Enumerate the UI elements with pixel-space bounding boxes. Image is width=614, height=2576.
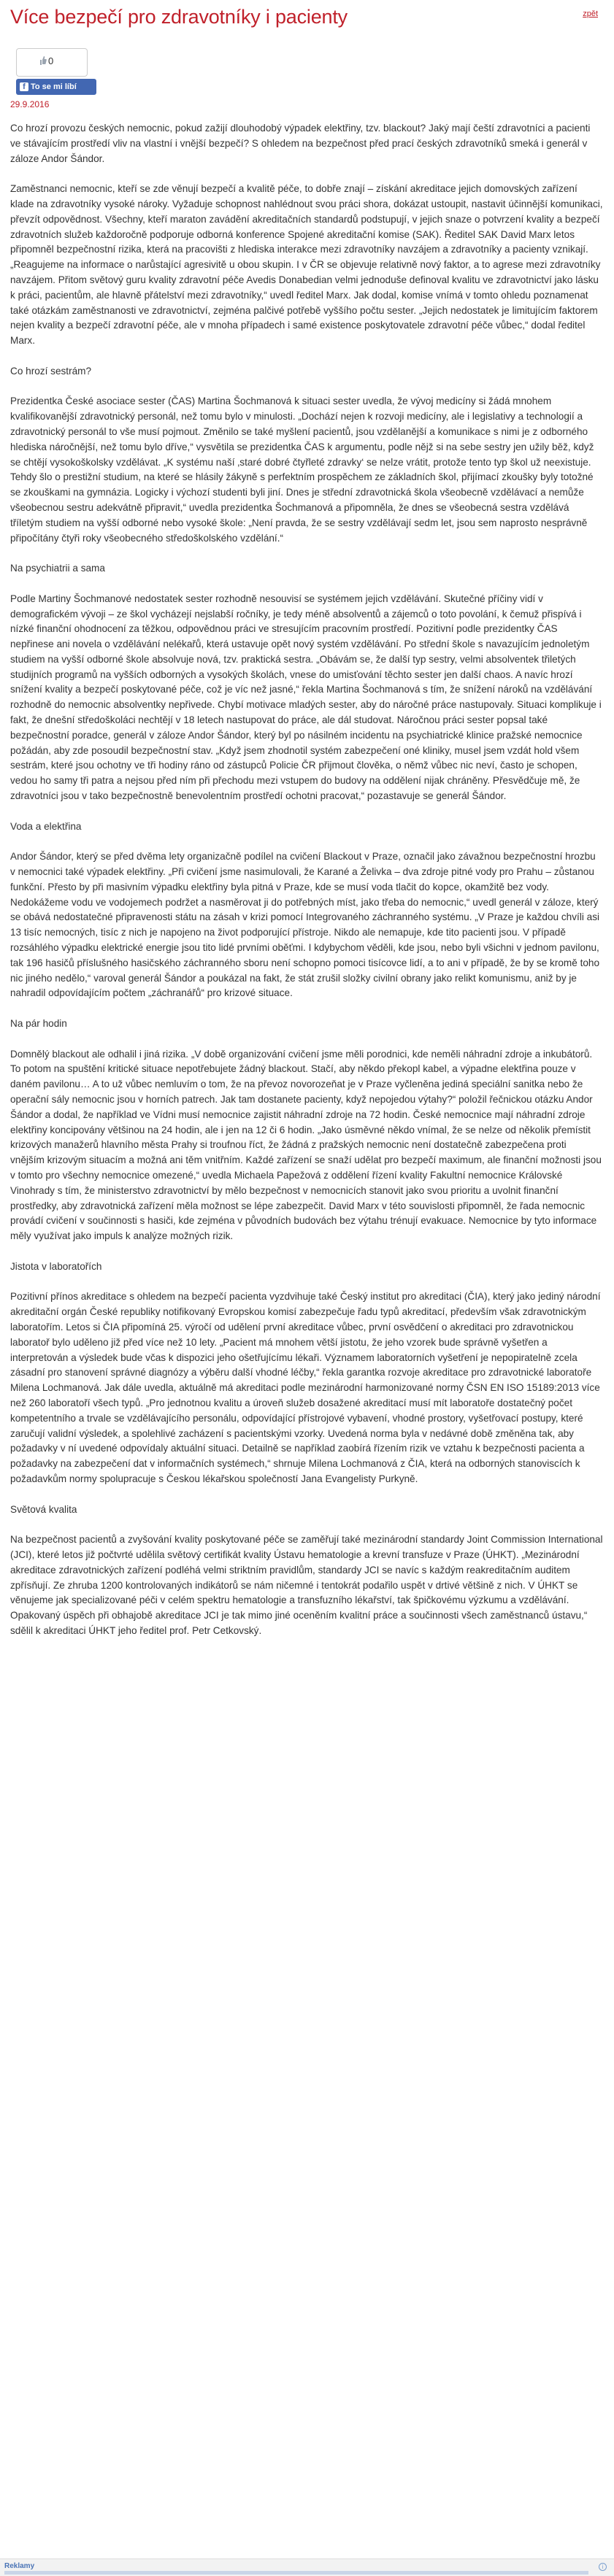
like-count: 0 [48,55,54,66]
article-body [10,111,603,1639]
section-heading: Na psychiatrii a sama [10,563,105,574]
info-icon[interactable]: i [599,2563,607,2571]
article-paragraph: Prezidentka České asociace sester (ČAS) Martina Šochmanová k situaci sester uvedla, že vývoj medicíny si žádá mnohem kvalifikovanější zdravotnický personál, než tomu bylo v minulosti. „Dochází nejen k rozvoji medicíny, ale i legislativy a technologií a zdravotnický personál to vše musí pojmout. Změnilo se také myšlení pacientů, jsou vzdělanější a komunikace s nimi je z odborného hlediska náročnější, než tomu bylo dříve,“ vysvětila se prezidentka ČAS k argumentu, podle nějž si na sebe sestry jen užily běž, když se chtějí vysokoškolsky vzdělávat. „K systému naší ‚staré dobré čtyřleté zdravky‘ se nelze vrátit, protože tento typ škol už neexistuje. Tehdy šlo o prestižní studium, na které se hlásily žákyně s perfektním prospěchem ze základních škol, přijímací zkoušky byly totožné se zkouškami na gymnázia. Logicky i výchozí studenti byli jiní. Dnes je střední zdravotnická škola všeobecně vzdělávací a nemůže všeobecnou sestru adekvátně připravit,“ uvedla prezidentka Šochmanová a připomněla, že dnes se všeobecná sestra vzdělává tříletým studiem na vyšší odborné nebo vysoké škole: „Není pravda, že se sestry vzdělávají sedm let, jsou sem naprosto nesprávně připočítány čtyři roky všeobecného středoškolského vzdělání.“ [10,396,594,544]
article-paragraph: Zaměstnanci nemocnic, kteří se zde věnují bezpečí a kvalitě péče, to dobře znají – získání akreditace jejich domovských zařízení klade na zdravotníky vysoké nároky. Vyžaduje schopnost nahlédnout svou práci shora, dokázat ustoupit, nastavit účinnější komunikaci, převzít odpovědnost. Všechny, kteří maraton zavádění akreditačních standardů podstupují, v jejich snaze o potvrzení kvality a bezpečí zdravotních služeb každoročně podporuje odborná konference Spojené akreditační komise (SAK). Ředitel SAK David Marx letos připomněl bezpečnostní rizika, která na pracovišti z hlediska interakce mezi zdravotníky navzájem a zdravotníky a pacienty vznikají. „Reagujeme na informace o narůstající agresivitě u obou skupin. I v ČR se objevuje relativně nový faktor, a to agrese mezi zdravotníky navzájem. Přitom světový guru kvality zdravotní péče Avedis Donabedian velmi jednoduše definoval kvalitu ve zdravotnictví jako lásku k práci, pacientům, ale hlavně přátelství mezi zdravotníky,“ uvedl ředitel Marx. Jak dodal, komise vnímá v tomto ohledu poznamenat také otázkám zaměstnanosti ve zdravotnictví, zejména palčivé potřebě vyššího počtu sester. „Jejich nedostatek je limitujícím faktorem nejen kvality a bezpečí zdravotní péče, ale v mnoha případech i samé existence poskytovatele zdravotní péče vůbec,“ dodal ředitel Marx. [10,183,603,347]
article-paragraph: Co hrozí provozu českých nemocnic, pokud zažijí dlouhodobý výpadek elektřiny, tzv. blackout? Jaký mají čeští zdravotníci a pacienti ve stávajícím prostředí vliv na vlastní i vnější bezpečí? S ohledem na bezpečnost před prací českých zdravotníků smeká i generál v záloze Andor Šándor. [10,123,591,164]
article-meta [10,79,604,111]
like-counter [10,48,604,79]
thumbs-up-icon [39,56,47,65]
article-paragraph: Domnělý blackout ale odhalil i jiná rizika. „V době organizování cvičení jsme měli porodnici, kde neměli náhradní zdroje a inkubátorů. To potom na spuštění kritické situace nepotřebujete žádný blackout. Stačí, aby někdo překopl kabel, a výpadne elektřina pouze v daném pavilonu… A to už vůbec nemluvím o tom, že na převoz novorozeňat je v Praze vyčleněna jediná speciální sanitka nebo že operační sály nemocnic jsou v horních patrech. Jak tam dostanete pacienty, když nepojedou výtahy?“ položil řečnickou otázku Andor Šándor a dodal, že například ve Vídni musí nemocnice zajistit náhradní zdroje na 72 hodin. České nemocnice mají náhradní zdroje elektřiny koncipovány většinou na 24 hodin, ale i jen na 12 či 6 hodin. „Jako úsměvné někdo vnímal, že se nelze od několik přemístit krizových manažerů hlavního města Prahy si troufnou říct, že žádná z pražských nemocnic není dostatečně zabezpečena proti vnějším krizovým situacím a možná ani těm vnitřním. Každé zařízení se snaží udělat pro bezpečí maximum, ale finanční možnosti jsou v tomto pro všechny nemocnice omezené,“ uvedla Michaela Papežová z oddělení řízení kvality Fakultní nemocnice Královské Vinohrady s tím, že ministerstvo zdravotnictví by mělo bezpečnost v nemocnicích stanovit jako svou prioritu a uvolnit finanční prostředky, aby zdravotnická zařízení měla možnost se lépe zabezpečit. David Marx v této souvislosti připomněl, že řada nemocnic provádí cvičení v součinnosti s hasiči, kde zejména v původních budovách bez výtahu trénují evakuace. Nemocnice by tyto informace měly využívat jako impuls k analýze možných rizik. [10,1048,602,1242]
article-date: 29.9.2016 [10,99,50,109]
section-heading: Na pár hodin [10,1018,67,1030]
article-paragraph: Andor Šándor, který se před dvěma lety organizačně podílel na cvičení Blackout v Praze, označil jako závažnou bezpečnostní hrozbu v nemocnici také výpadek elektřiny. „Při cvičení jsme nasimulovali, že Karané a Želivka – dva zdroje pitné vody pro Prahu – zůstanou funkční. Přesto by při masivním výpadku elektřiny byla pitná v Praze, kde se musí voda tlačit do kopce, okamžitě bez vody. Nedokážeme vodu ve vodojemech podržet a nasměrovat ji do potřebných míst, jako třeba do nemocnic,“ uvedl generál v záloze, který se obává nedostatečné připravenosti státu na zásah v krizi pomocí Integrovaného záchranného systému. „V Praze je každou chvíli asi 13 tisíc nemocných, tisíc z nich je napojeno na život podporující přístroje. Nikdo ale nemapuje, kde tito pacienti jsou. V případě rozsáhlého výpadku elektrické energie jsou tito lidé prvními oběťmi. I kdybychom věděli, kde jsou, nebo byli všichni v jednom pavilonu, tak 196 hasičů příslušného hasičského záchranného sboru není schopno pomoci tisícovce lidí, a to ani v případě, že by se kromě toho nic jiného nedělo,“ varoval generál Šándor a poukázal na fakt, že stát zrušil složky civilní obrany jako relikt komunismu, aniž by je nahradil odpovídajícím počtem „záchranářů“ pro krizové situace. [10,851,600,999]
back-link[interactable]: zpět [583,9,598,18]
article-header [10,0,604,48]
article-paragraph: Na bezpečnost pacientů a zvyšování kvality poskytované péče se zaměřují také mezinárodní standardy Joint Commission International (JCI), které letos již počtvrté udělila světový certifikát kvality Ústavu hematologie a krevní transfuze v Praze (ÚHKT). „Mezinárodní akreditace zdravotnických zařízení podléhá velmi striktním pravidlům, standardy JCI se navíc s každým reakreditačním auditem zpřísňují. Ze zhruba 1200 kontrolovaných indikátorů se nám ničemné i tentokrát podařilo uspět v drtivé většině z nich. V ÚHKT se věnujeme jak specializované péči v celém spektru hematologie a transfuzního lékařství, tak špičkovému výzkumu a vzdělávání. Opakovaný úspěch při obhajobě akreditace JCI je tak mimo jiné oceněním kvalitní práce a součinnosti všech zaměstnanců ústavu,“ sdělil k akreditaci ÚHKT jeho ředitel prof. Petr Cetkovský. [10,1534,603,1636]
section-heading: Co hrozí sestrám? [10,365,92,377]
ad-banner[interactable] [0,2558,614,2576]
section-heading: Jistota v laboratořích [10,1260,102,1272]
ad-label[interactable]: Reklamy [4,2562,35,2570]
article-paragraph: Pozitivní přínos akreditace s ohledem na bezpečí pacienta vyzdvihuje také Český institut pro akreditaci (ČIA), který jako jediný národní akreditační orgán České republiky notifikovaný Evropskou komisí zabezpečuje řadu typů akreditací, především však zdravotnickým laboratořím. Letos si ČIA připomíná 25. výročí od udělení první akreditace vůbec, první osvědčení o akreditaci pro zdravotnickou laboratoř bylo uděleno již před více než 10 lety. „Pacient má mnohem větší jistotu, že jeho vzorek bude správně vyšetřen a interpretován a výsledek bude včas k dispozici jeho ošetřujícímu lékaři. Významem laboratorních vyšetření je nepopiratelně zcela zásadní pro stanovení správné diagnózy a výběru další vhodné léčby,“ řekla garantka rozvoje akreditace pro zdravotnické laboratoře Milena Lochmanová. Jak dále uvedla, aktuálně má akreditaci podle mezinárodní harmonizované normy ČSN EN ISO 15189:2013 více než 260 laboratoří všech typů. „Pro jednotnou kvalitu a úroveň služeb dosažené akreditací musí mít laboratoře dostatečný počet kompetentního a trvale se vzdělávajícího personálu, odpovídající přístrojové vybavení, vhodné prostory, vyšetřovací postupy, které zaručují validní výsledek, a spolehlivé zacházení s pacientskými vzorky. Uvedená norma byla v nedávné době změněna tak, aby požadavky v ní uvedené odpovídaly aktuální situaci. Detailně se například zaobírá řízením rizik ve vztahu k bezpečnosti pacienta a požadavky na zabezpečení dat v informačních systémech,“ shrnuje Milena Lochmanová z ČIA, která na odborných stanoviscích k požadavkům normy spolupracuje s Českou lékařskou společností Jana Evangelisty Purkyně. [10,1291,601,1484]
section-heading: Světová kvalita [10,1503,77,1515]
facebook-like-button[interactable] [16,79,96,95]
article-title: Více bezpečí pro zdravotníky i pacienty [10,6,348,28]
article-paragraph: Podle Martiny Šochmanové nedostatek sester rozhodně nesouvisí se systémem jejich vzdělávání. Skutečné příčiny vidí v demografickém vývoji – ze škol vycházejí nejslabší ročníky, je tedy méně absolventů a zájemců o toto povolání, k čemuž přispívá i nízké finanční ohodnocení za těžkou, odpovědnou práci ve stresujícím pracovním prostředí. Pozitivní podle prezidentky ČAS nepřinese ani novela o vzdělávání nelékařů, která ustavuje opět nový systém vzdělávání. Po střední škole s navazujícím jednoletým studiem na vyšší odborné škole absolvuje nová, tzv. praktická sestra. „Obávám se, že další typ sestry, velmi absolventek třiletých studijních programů na vyšších odborných a vysokých školách, vnese do umisťování těchto sester jen další chaos. A navíc hrozí snížení kvality a bezpečí poskytované péče, což je víc než jasné,“ řekla Martina Šochmanová s tím, že snížení nároků na vzdělávání rozhodně do nemocnic absolventky nepřivede. Chybí motivace mladých sester, aby do náročné práce nastupovaly. Situaci komplikuje i fakt, že dnešní středoškoláci nechtějí v 18 letech nastupovat do práce, ale dál studovat. Náročnou práci sester popsal také bezpečnostní poradce, generál v záloze Andor Šándor, který byl po násilném incidentu na psychiatrické klinice pražské nemocnice požádán, aby zde posoudil bezpečnostní stav. „Když jsem zhodnotil systém zabezpečení oné kliniky, musel jsem vzdát hold všem sestrám, které jsou ochotny ve tři hodiny ráno od zástupců Policie ČR přijmout člověka, o němž vůbec nic neví, často je schopen, vedou ho samy tři patra a nejsou před ním při přechodu mezi vstupem do budovy na oddělení nijak chráněny. Přesvědčuje mě, že zdravotníci jsou v tako bezpečnostně benevolentním prostředí ochotni pracovat,“ pozastavuje se generál Šándor. [10,593,602,802]
like-count-box [16,48,88,77]
facebook-icon: f [20,82,28,91]
ad-content[interactable] [4,2571,588,2575]
section-heading: Voda a elektřina [10,820,82,832]
facebook-like-label: To se mi líbí [31,82,77,91]
